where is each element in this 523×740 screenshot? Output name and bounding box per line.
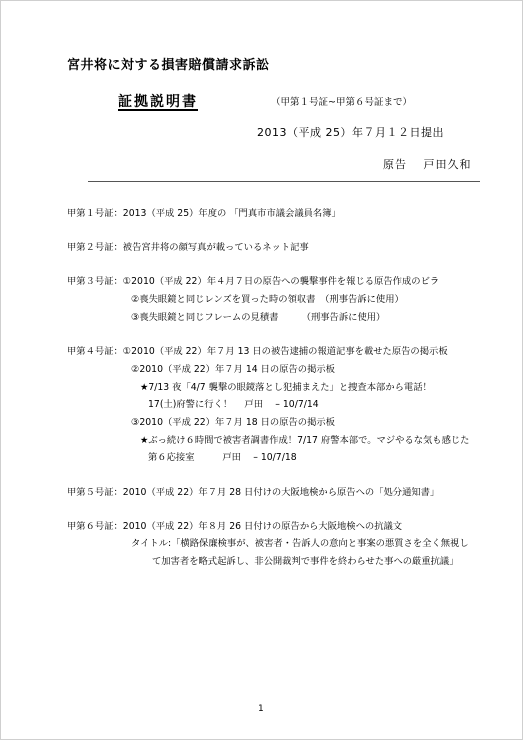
submission-date: 2013（平成 25）年７月１２日提出 (257, 126, 444, 139)
evidence-4-note-2-line-1: ★7/13 夜「4/7 襲撃の眼鏡落とし犯捕まえた」と捜査本部から電話！ (140, 382, 432, 393)
evidence-range: （甲第１号証~甲第６号証まで） (271, 97, 412, 108)
lawsuit-title: 宮井将に対する損害賠償請求訴訟 (67, 58, 270, 73)
evidence-6: 甲第６号証：2010（平成 22）年８月 26 日付けの原告から大阪地検への抗議文 (67, 521, 403, 532)
evidence-4-note-2-line-2: 17(土)府警に行く！ 戸田 – 10/7/14 (148, 399, 319, 410)
evidence-3-item-2: ②喪失眼鏡と同じレンズを買った時の領収書 （刑事告訴に使用） (131, 294, 404, 305)
page-number: 1 (258, 704, 264, 714)
evidence-6-title-line-2: て加害者を略式起訴し、非公開裁判で事件を終わらせた事への厳重抗議」 (152, 556, 459, 567)
evidence-3-item-3: ③喪失眼鏡と同じフレームの見積書 （刑事告訴に使用） (131, 312, 386, 323)
evidence-6-title-line-1: タイトル:「横路保廉検事が、被害者・告訴人の意向と事案の悪質さを全く無視し (131, 538, 469, 549)
evidence-4-item-2: ②2010（平成 22）年７月 14 日の原告の掲示板 (131, 364, 335, 375)
evidence-2: 甲第２号証：被告宮井将の顔写真が載っているネット記事 (67, 242, 309, 253)
evidence-3: 甲第３号証：①2010（平成 22）年４月７日の原告への襲撃事件を報じる原告作成のビラ (67, 276, 440, 287)
evidence-4: 甲第４号証：①2010（平成 22）年７月 13 日の被告逮捕の報道記事を載せた原告の掲示板 (67, 346, 448, 357)
evidence-4-note-3-line-2: 第６応接室 戸田 – 10/7/18 (148, 452, 297, 463)
evidence-4-item-3: ③2010（平成 22）年７月 18 日の原告の掲示板 (131, 417, 335, 428)
evidence-4-note-3-line-1: ★ぶっ続け６時間で被害者調書作成！7/17 府警本部で。マジやるな気も感じた (140, 435, 470, 446)
plaintiff-name: 原告 戸田久和 (383, 158, 472, 171)
evidence-1: 甲第１号証：2013（平成 25）年度の 「門真市市議会議員名簿」 (67, 208, 341, 219)
evidence-5: 甲第５号証：2010（平成 22）年７月 28 日付けの大阪地検から原告への「処分通知書」 (67, 487, 440, 498)
document-title: 証拠説明書 (118, 94, 198, 110)
header-divider (88, 181, 480, 182)
